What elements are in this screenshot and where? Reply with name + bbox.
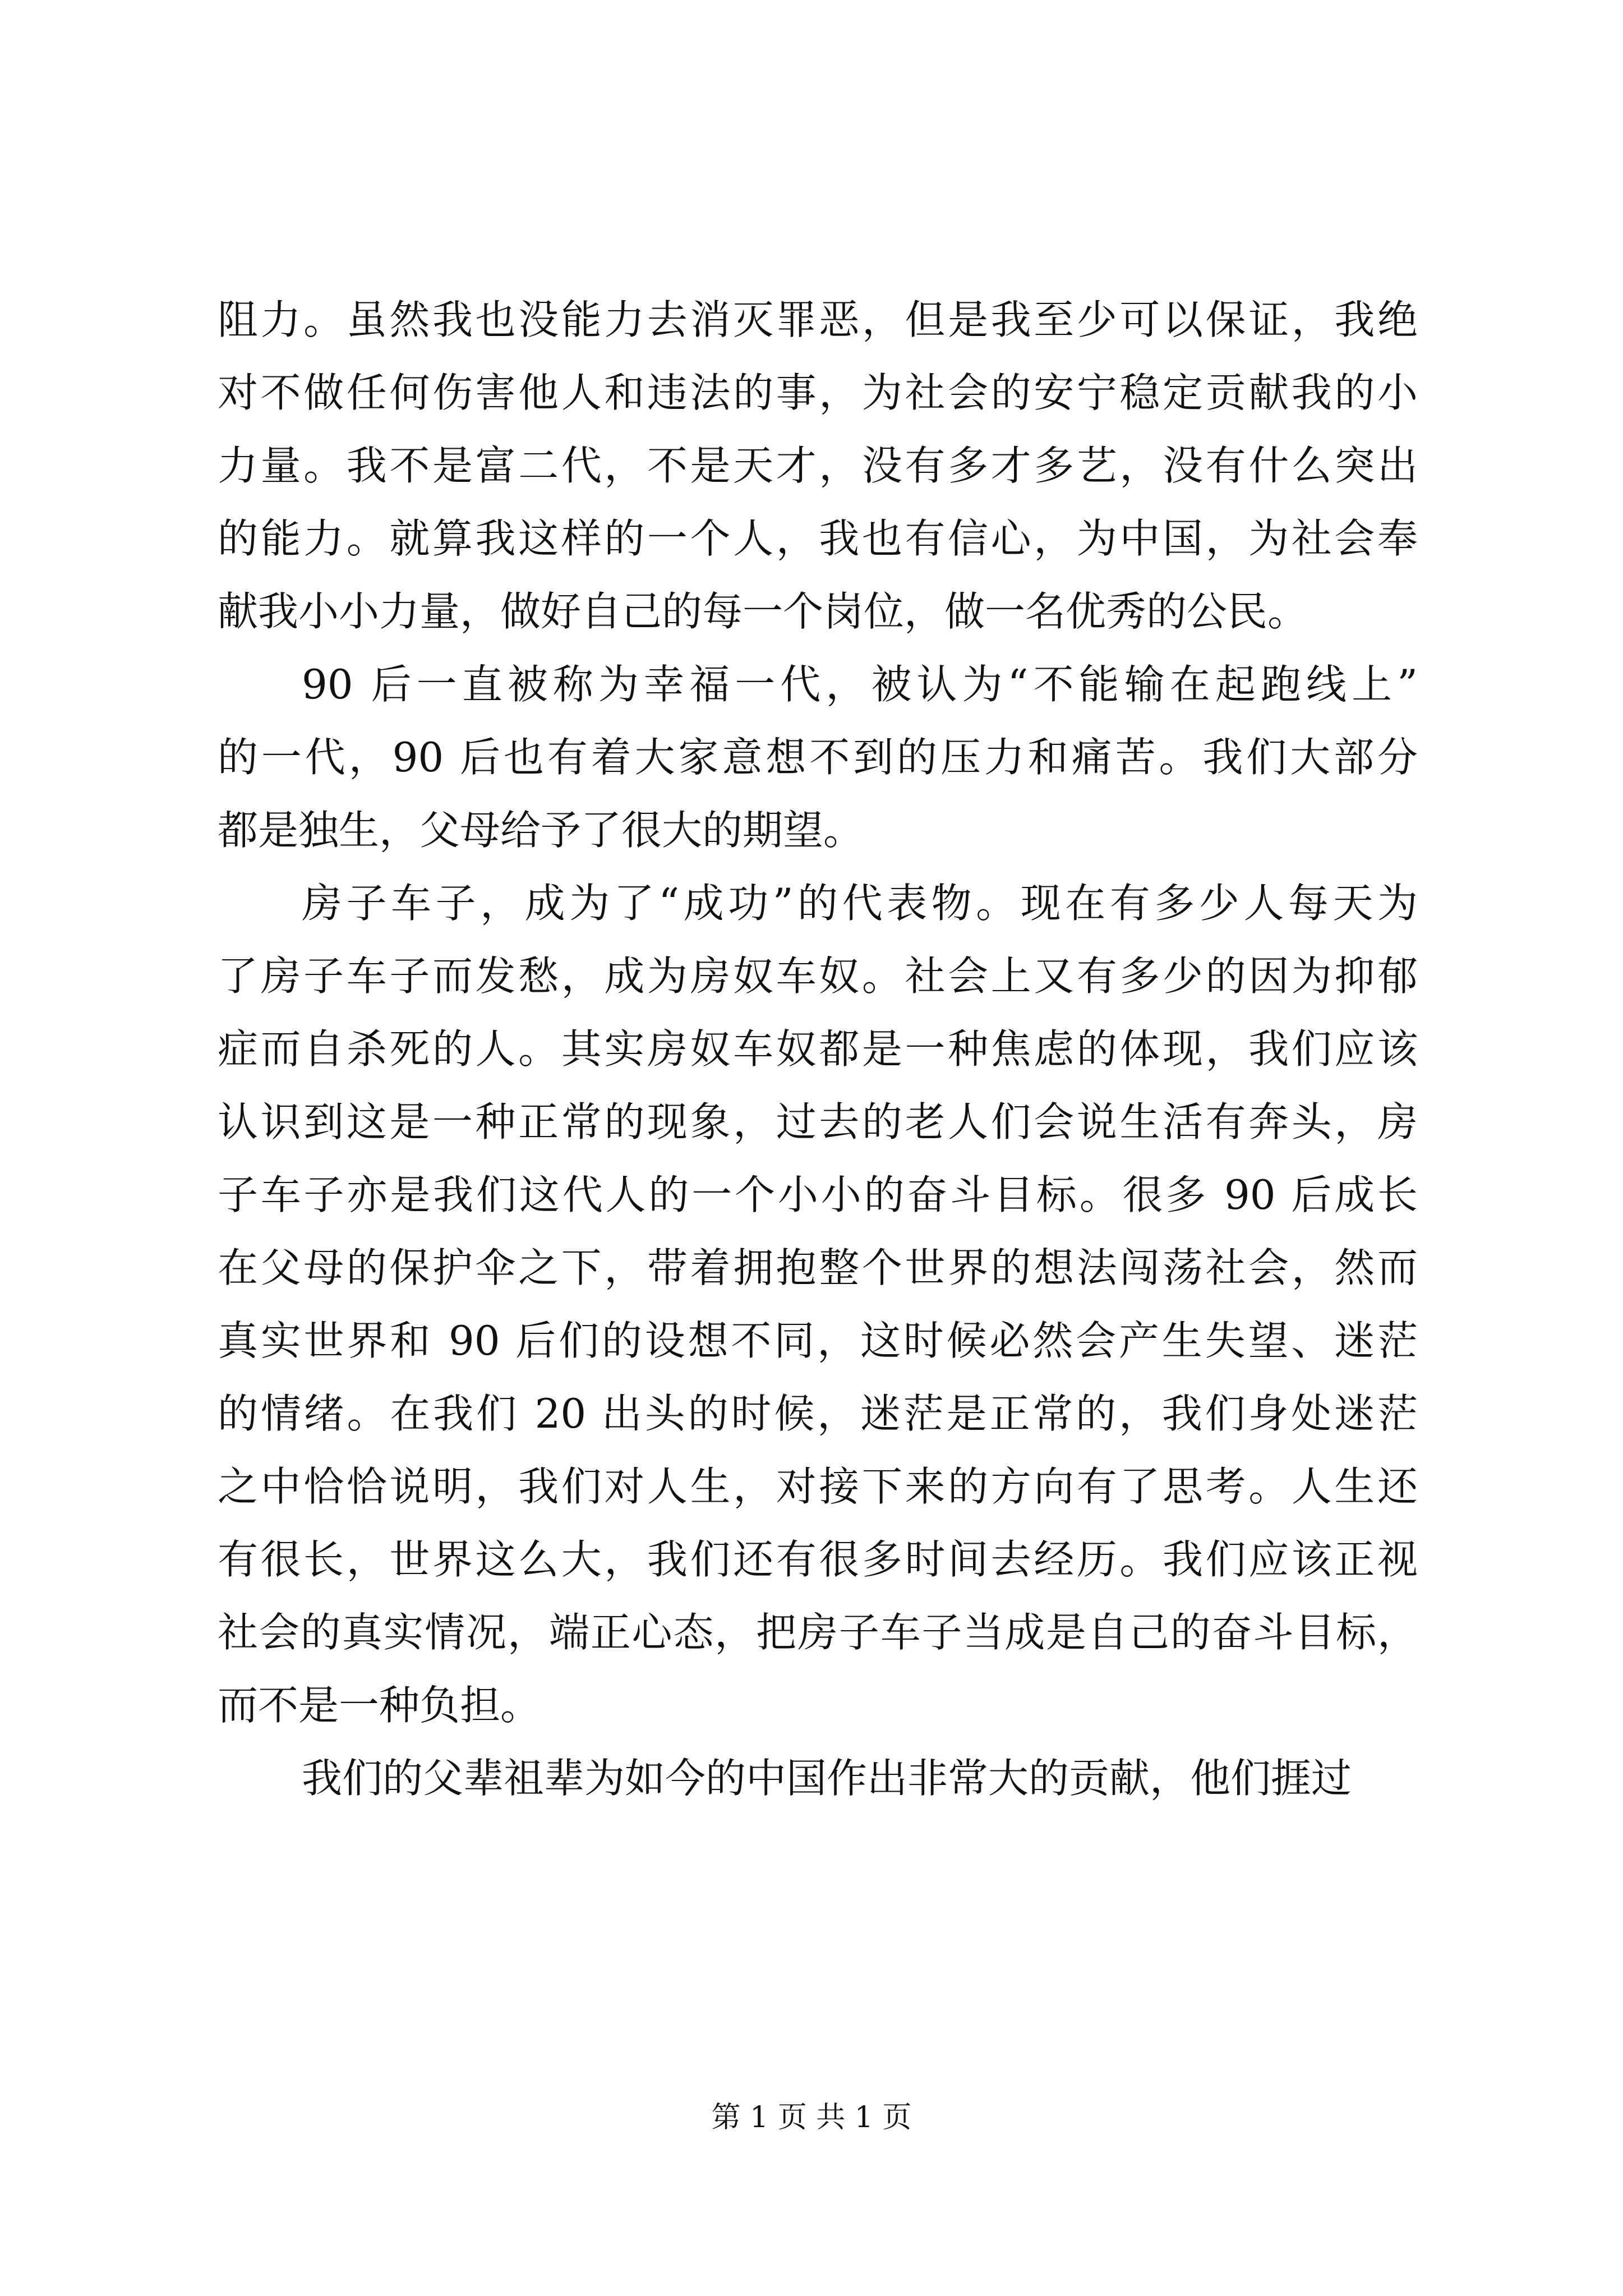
text-line: 真实世界和 90 后们的设想不同，这时候必然会产生失望、迷茫 (218, 1317, 1418, 1364)
text-line: 认识到这是一种正常的现象，过去的老人们会说生活有奔头，房 (218, 1098, 1418, 1145)
text-line: 之中恰恰说明，我们对人生，对接下来的方向有了思考。人生还 (218, 1463, 1418, 1510)
text-line: 子车子亦是我们这代人的一个小小的奋斗目标。很多 90 后成长 (218, 1171, 1418, 1218)
text-line: 在父母的保护伞之下，带着拥抱整个世界的想法闯荡社会，然而 (218, 1244, 1418, 1291)
text-line: 献我小小力量，做好自己的每一个岗位，做一名优秀的公民。 (218, 588, 1308, 635)
text-line: 90 后一直被称为幸福一代，被认为“不能输在起跑线上” (302, 661, 1418, 708)
text-line: 的能力。就算我这样的一个人，我也有信心，为中国，为社会奉 (218, 515, 1418, 562)
text-line: 社会的真实情况，端正心态，把房子车子当成是自己的奋斗目标， (218, 1609, 1418, 1656)
text-line: 了房子车子而发愁，成为房奴车奴。社会上又有多少的因为抑郁 (218, 953, 1418, 1000)
paragraph (218, 283, 1418, 648)
text-line: 力量。我不是富二代，不是天才，没有多才多艺，没有什么突出 (218, 442, 1418, 489)
page-footer: 第 1 页 共 1 页 (711, 2101, 912, 2134)
document-body (218, 283, 1418, 1815)
text-line: 对不做任何伤害他人和违法的事，为社会的安宁稳定贡献我的小 (218, 369, 1418, 416)
text-line: 房子车子，成为了“成功”的代表物。现在有多少人每天为 (302, 880, 1418, 927)
text-line: 我们的父辈祖辈为如今的中国作出非常大的贡献，他们捱过 (302, 1755, 1352, 1802)
text-line: 而不是一种负担。 (218, 1682, 541, 1729)
text-line: 的情绪。在我们 20 出头的时候，迷茫是正常的，我们身处迷茫 (218, 1390, 1418, 1437)
paragraph (218, 1742, 1418, 1815)
text-line: 都是独生，父母给予了很大的期望。 (218, 807, 864, 854)
text-line: 阻力。虽然我也没能力去消灭罪恶，但是我至少可以保证，我绝 (218, 296, 1418, 343)
text-line: 症而自杀死的人。其实房奴车奴都是一种焦虑的体现，我们应该 (218, 1025, 1418, 1073)
text-line: 的一代，90 后也有着大家意想不到的压力和痛苦。我们大部分 (218, 734, 1418, 781)
paragraph (218, 648, 1418, 867)
text-line: 有很长，世界这么大，我们还有很多时间去经历。我们应该正视 (218, 1536, 1418, 1583)
paragraph (218, 867, 1418, 1742)
